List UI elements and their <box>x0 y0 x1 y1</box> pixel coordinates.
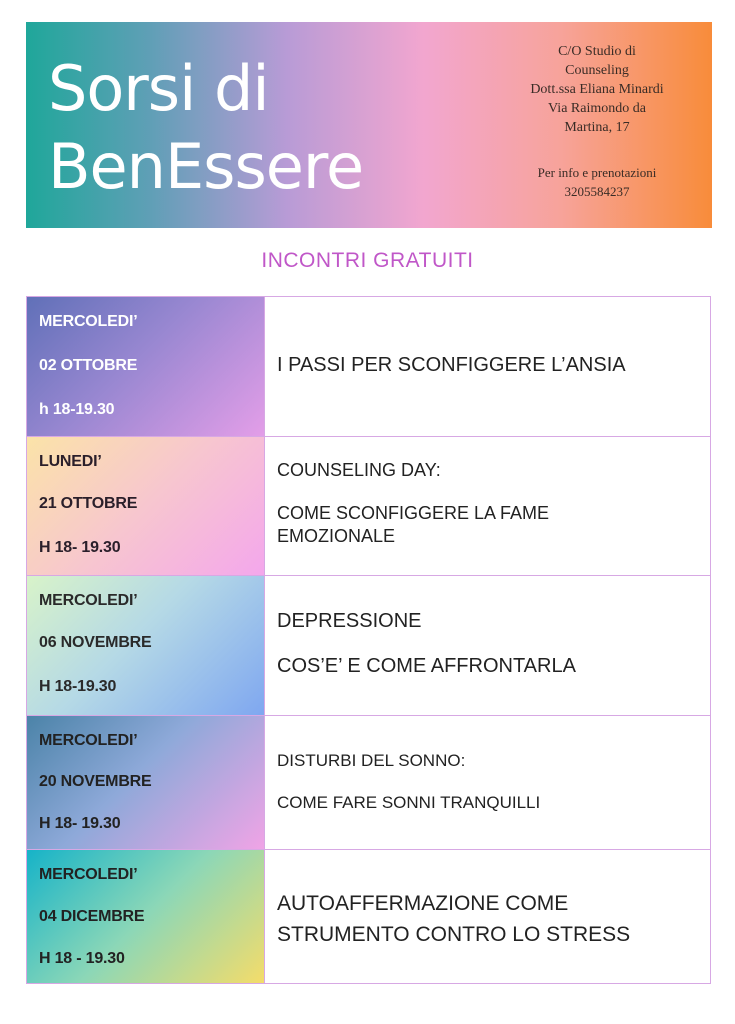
event-row <box>27 437 710 576</box>
event-topic: COME FARE SONNI TRANQUILLI <box>277 793 541 812</box>
event-topic: DISTURBI DEL SONNO: <box>277 751 466 770</box>
event-time: H 18- 19.30 <box>39 539 121 556</box>
event-row <box>27 716 710 850</box>
event-day: MERCOLEDI’ <box>39 313 138 330</box>
event-time: h 18-19.30 <box>39 401 115 418</box>
event-topic: COS’E’ E COME AFFRONTARLA <box>277 655 576 677</box>
event-date-cell <box>27 716 265 849</box>
address-line: Dott.ssa Eliana Minardi <box>530 82 664 97</box>
phone-number: 3205584237 <box>564 184 630 199</box>
event-date: 20 NOVEMBRE <box>39 773 152 790</box>
event-topic-cell <box>265 716 710 849</box>
event-topic-cell <box>265 297 710 436</box>
title-line-1: Sorsi di <box>48 52 269 125</box>
address-block <box>484 42 710 137</box>
address-line: Via Raimondo da <box>548 101 646 116</box>
address-line: Martina, 17 <box>564 120 630 135</box>
event-date-cell <box>27 297 265 436</box>
event-time: H 18- 19.30 <box>39 815 121 832</box>
subtitle: INCONTRI GRATUITI <box>261 249 474 272</box>
event-row <box>27 576 710 716</box>
event-topic-cell <box>265 576 710 715</box>
event-topic-cell <box>265 437 710 575</box>
event-topic-cell <box>265 850 710 983</box>
event-topic: COME SCONFIGGERE LA FAME EMOZIONALE <box>277 503 550 546</box>
event-day: LUNEDI’ <box>39 453 102 470</box>
address-line: C/O Studio di <box>558 44 636 59</box>
event-day: MERCOLEDI’ <box>39 592 138 609</box>
event-date-cell <box>27 850 265 983</box>
event-date-cell <box>27 576 265 715</box>
event-topic: DEPRESSIONE <box>277 610 422 632</box>
event-day: MERCOLEDI’ <box>39 866 138 883</box>
event-date-cell <box>27 437 265 575</box>
event-row <box>27 297 710 437</box>
event-date: 06 NOVEMBRE <box>39 634 152 651</box>
event-time: H 18-19.30 <box>39 678 117 695</box>
title-line-2: BenEssere <box>48 130 364 203</box>
event-date: 21 OTTOBRE <box>39 495 138 512</box>
contact-block <box>484 163 710 201</box>
event-topic: COUNSELING DAY: <box>277 460 441 480</box>
event-date: 04 DICEMBRE <box>39 908 145 925</box>
header-banner <box>26 22 712 228</box>
events-table <box>26 296 711 984</box>
info-label: Per info e prenotazioni <box>537 165 657 180</box>
address-line: Counseling <box>565 63 629 78</box>
event-topic: I PASSI PER SCONFIGGERE L’ANSIA <box>277 354 626 376</box>
event-date: 02 OTTOBRE <box>39 357 138 374</box>
event-row <box>27 850 710 983</box>
event-topic: AUTOAFFERMAZIONE COME STRUMENTO CONTRO LO STRESS <box>277 892 631 946</box>
event-time: H 18 - 19.30 <box>39 950 125 967</box>
event-day: MERCOLEDI’ <box>39 732 138 749</box>
page-title <box>48 50 468 206</box>
